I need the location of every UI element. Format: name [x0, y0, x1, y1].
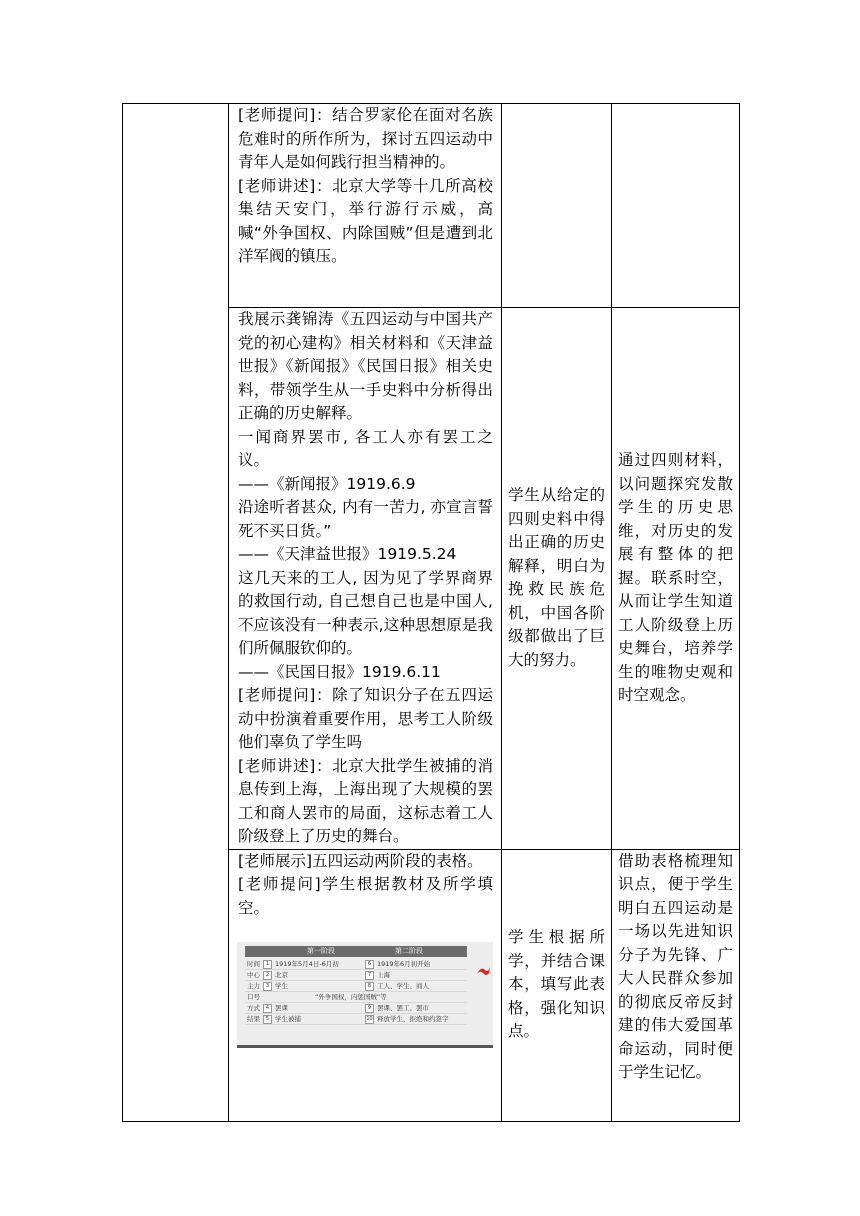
source-quote: 一闻商界罢市, 各工人亦有罢工之议。 — [238, 427, 493, 469]
teacher-narration: [老师讲述]：北京大学等十几所高校集结天安门，举行游行示威，高喊“外争国权、内除国贼”但是遭到北洋军阀的镇压。 — [238, 176, 493, 265]
teacher-show: [老师展示]五四运动两阶段的表格。 — [238, 851, 483, 870]
stage-table-row — [245, 1003, 467, 1014]
teacher-question: [老师提问]：除了知识分子在五四运动中扮演着重要作用，思考工人阶级他们辜负了学生吗 — [238, 686, 493, 751]
stage-blank-number: 4 — [263, 1004, 272, 1013]
activity-cell — [229, 849, 502, 1121]
stage-row-label: 方式 — [247, 1004, 260, 1012]
activity-cell — [229, 308, 502, 850]
stage-table-row — [245, 959, 467, 970]
stage-row-label: 主力 — [247, 982, 260, 990]
stage-one-value: 罢课 — [275, 1004, 288, 1012]
teacher-narration: [老师讲述]：北京大批学生被捕的消息传到上海，上海出现了大规模的罢工和商人罢市的局面，这标志着工人阶级登上了历史的舞台。 — [238, 756, 493, 845]
stage-table-row — [245, 992, 467, 1003]
stage-two-value: 1919年6月初开始 — [377, 960, 431, 968]
design-intent-cell — [612, 308, 740, 850]
red-flag-icon — [475, 964, 491, 978]
stage-blank-number: 6 — [365, 960, 374, 969]
stage-table-header — [245, 946, 467, 957]
student-activity-cell — [502, 849, 612, 1121]
student-activity-cell — [502, 308, 612, 850]
activity-cell — [229, 104, 502, 308]
stage-blank-number: 5 — [263, 1015, 272, 1024]
stage-two-value: 上海 — [377, 971, 390, 979]
stage-two-value: 释放学生，拒绝和约签字 — [377, 1015, 449, 1023]
stage-row-label: 结果 — [247, 1015, 260, 1023]
student-activity-cell — [502, 104, 612, 308]
source-citation: ——《天津益世报》1919.5.24 — [238, 545, 457, 563]
design-intent-text: 借助表格梳理知识点，便于学生明白五四运动是一场以先进知识分子为先锋、广大人民群众参加的彻底反帝反封建的伟大爱国革命运动，同时便于学生记忆。 — [618, 851, 733, 1081]
stage-blank-number: 10 — [366, 1016, 373, 1022]
stage-table-row — [245, 1014, 467, 1025]
stage-one-header: 第一阶段 — [307, 947, 335, 955]
table-row — [123, 104, 740, 308]
stage-blank-number: 1 — [263, 960, 272, 969]
student-activity-text: 学生从给定的四则史料中得出正确的历史解释，明白为挽救民族危机，中国各阶级都做出了巨大的努力。 — [508, 486, 605, 669]
source-citation: ——《民国日报》1919.6.11 — [238, 662, 441, 681]
stage-row-label: 时间 — [247, 960, 260, 968]
material-intro: 我展示龚锦涛《五四运动与中国共产党的初心建构》相关材料和《天津益世报》《新闻报》《民国日报》相关史料，带领学生从一手史料中分析得出正确的历史解释。 — [238, 310, 493, 422]
stage-blank-number: 2 — [263, 971, 272, 980]
stage-one-value: 1919年5月4日-6月初 — [275, 960, 339, 968]
student-activity-text: 学生根据所学，并结合课本，填写此表格，强化知识点。 — [508, 928, 605, 1041]
may-fourth-stage-table-image — [237, 942, 493, 1048]
stage-blank-number: 9 — [365, 1004, 374, 1013]
teacher-question: [老师提问]学生根据教材及所学填空。 — [238, 875, 493, 917]
stage-two-value: 工人、学生、商人 — [377, 982, 429, 990]
design-intent-cell — [612, 104, 740, 308]
source-citation: ——《新闻报》1919.6.9 — [238, 474, 416, 493]
source-quote: 沿途听者甚众, 内有一苦力, 亦宣言誓死不买日货。” — [238, 498, 493, 540]
design-intent-cell — [612, 849, 740, 1121]
stage-blank-number: 7 — [365, 971, 374, 980]
stage-blank-number: 8 — [365, 982, 374, 991]
stage-blank-number: 3 — [263, 982, 272, 991]
stage-one-value: 北京 — [275, 971, 288, 979]
stage-two-value: 罢课、罢工、罢市 — [377, 1004, 429, 1012]
stage-cell — [123, 104, 229, 1122]
design-intent-text: 通过四则材料，以问题探究发散学生的历史思维，对历史的发展有整体的把握。联系时空，从而让学生知道工人阶级登上历史舞台，培养学生的唯物史观和时空观念。 — [618, 451, 733, 704]
lesson-plan-table — [122, 103, 740, 1122]
stage-row-label: 口号 — [247, 993, 260, 1001]
stage-table-row — [245, 970, 467, 981]
teacher-question: [老师提问]：结合罗家伦在面对名族危难时的所作所为，探讨五四运动中青年人是如何践行担当精神的。 — [238, 106, 493, 171]
stage-two-header: 第二阶段 — [395, 947, 423, 955]
stage-table-row — [245, 981, 467, 992]
stage-one-value: 学生被捕 — [275, 1015, 301, 1023]
stage-row-label: 中心 — [247, 971, 260, 979]
source-quote: 这几天来的工人, 因为见了学界商界的救国行动, 自己想自己也是中国人, 不应该没有一种表示,这种思想原是我们所佩服钦仰的。 — [238, 568, 493, 657]
stage-one-value: “外争国权，内惩国贼”等 — [315, 993, 387, 1001]
stage-one-value: 学生 — [275, 982, 288, 990]
